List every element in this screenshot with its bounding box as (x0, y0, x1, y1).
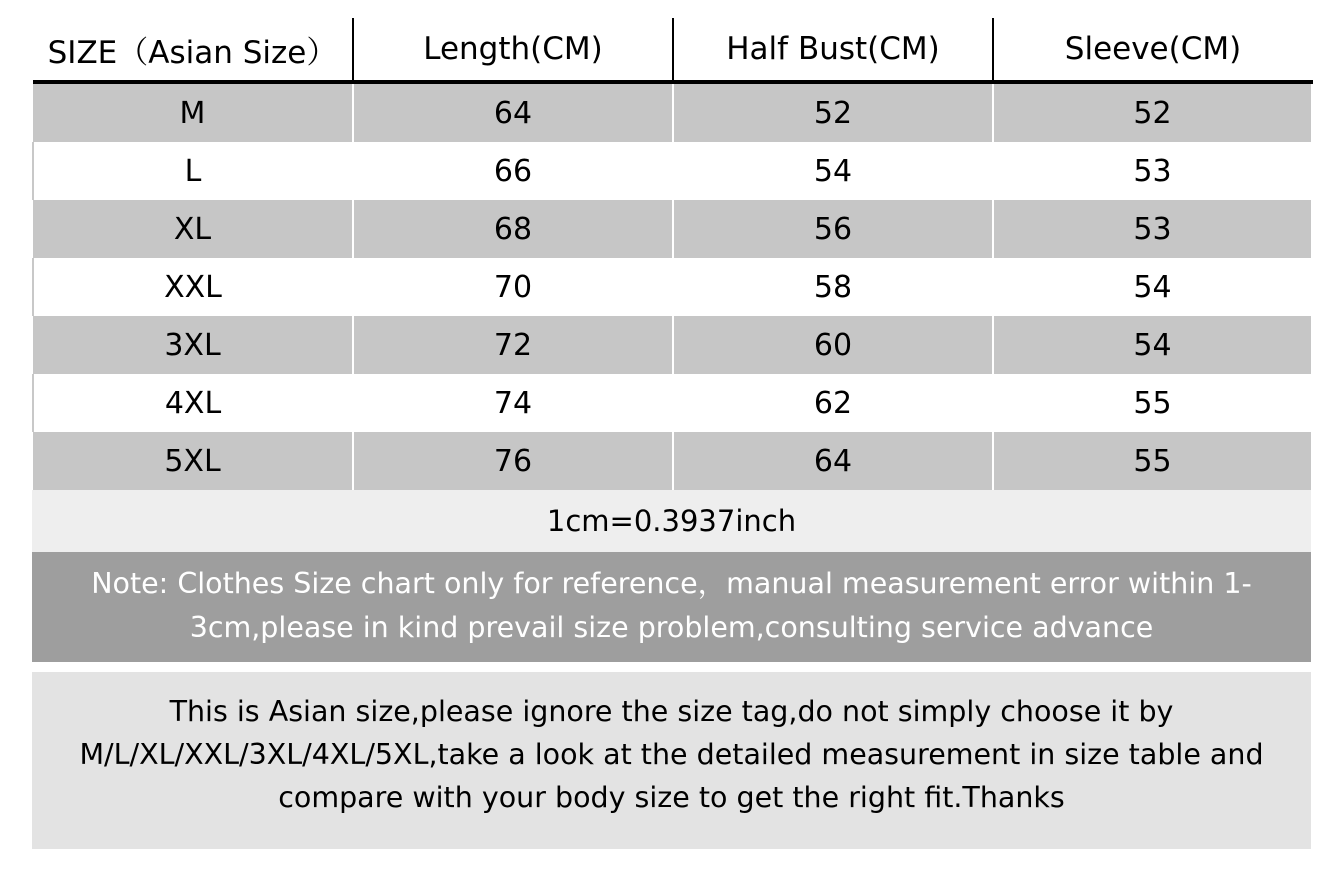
table-row (33, 316, 1312, 374)
size-chart-table (32, 18, 1313, 490)
table-body (33, 82, 1312, 490)
cell-sleeve: 54 (993, 258, 1312, 316)
table-row (33, 374, 1312, 432)
measurement-disclaimer: Note: Clothes Size chart only for reference，manual measurement error within 1-3cm,please in kind prevail size problem,consulting service advance (32, 552, 1311, 662)
cell-half-bust: 58 (673, 258, 993, 316)
table-row (33, 82, 1312, 142)
cell-sleeve: 53 (993, 200, 1312, 258)
table-header (33, 18, 1312, 82)
cell-half-bust: 52 (673, 82, 993, 142)
cell-half-bust: 60 (673, 316, 993, 374)
cell-half-bust: 56 (673, 200, 993, 258)
unit-conversion-note: 1cm=0.3937inch (32, 490, 1311, 552)
cell-length: 64 (353, 82, 673, 142)
cell-size: M (33, 82, 353, 142)
header-cell-length: Length(CM) (353, 18, 673, 82)
cell-length: 68 (353, 200, 673, 258)
cell-size: L (33, 142, 353, 200)
header-row (33, 18, 1312, 82)
cell-sleeve: 55 (993, 432, 1312, 490)
table-row (33, 432, 1312, 490)
table-row (33, 200, 1312, 258)
cell-sleeve: 54 (993, 316, 1312, 374)
cell-sleeve: 53 (993, 142, 1312, 200)
table-row (33, 258, 1312, 316)
cell-half-bust: 62 (673, 374, 993, 432)
header-cell-half-bust: Half Bust(CM) (673, 18, 993, 82)
cell-half-bust: 54 (673, 142, 993, 200)
cell-size: 5XL (33, 432, 353, 490)
cell-length: 74 (353, 374, 673, 432)
cell-half-bust: 64 (673, 432, 993, 490)
asian-size-note: This is Asian size,please ignore the size tag,do not simply choose it by M/L/XL/XXL/3XL/4XL/5XL,take a look at the detailed measurement in size table and compare with your body size to get the right fit.Thanks (32, 672, 1311, 849)
cell-length: 70 (353, 258, 673, 316)
cell-length: 66 (353, 142, 673, 200)
header-cell-size: SIZE（Asian Size） (33, 18, 353, 82)
header-cell-sleeve: Sleeve(CM) (993, 18, 1312, 82)
spacer (32, 662, 1311, 672)
cell-sleeve: 55 (993, 374, 1312, 432)
cell-length: 76 (353, 432, 673, 490)
cell-size: 4XL (33, 374, 353, 432)
cell-size: 3XL (33, 316, 353, 374)
cell-length: 72 (353, 316, 673, 374)
cell-sleeve: 52 (993, 82, 1312, 142)
cell-size: XL (33, 200, 353, 258)
table-row (33, 142, 1312, 200)
cell-size: XXL (33, 258, 353, 316)
